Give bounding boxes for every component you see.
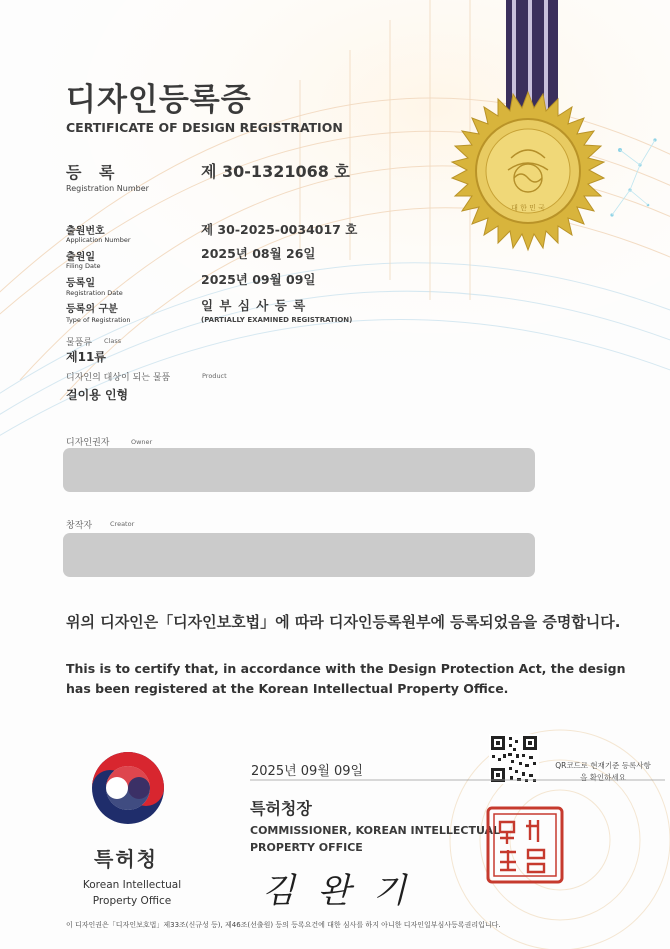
application-number-label-ko: 출원번호 xyxy=(66,226,105,237)
signature: 김 완 기 xyxy=(262,871,413,911)
title-korean: 디자인등록증 xyxy=(66,82,252,118)
issue-date: 2025년 09월 09일 xyxy=(251,764,364,779)
product-value: 걸이용 인형 xyxy=(66,388,129,402)
class-label-ko: 물품류 xyxy=(66,338,93,348)
official-red-seal xyxy=(486,806,564,884)
owner-label-ko: 디자인권자 xyxy=(66,438,110,448)
creator-label-ko: 창작자 xyxy=(66,521,93,531)
class-label-en: Class xyxy=(104,337,122,345)
qr-note: QR코드로 현재기준 등록사항을 확인하세요 xyxy=(555,761,651,782)
kipo-logo-icon xyxy=(88,748,168,828)
product-label-en: Product xyxy=(202,372,227,380)
registration-date-label-ko: 등록일 xyxy=(66,278,95,289)
registration-type-value: 일 부 심 사 등 록 xyxy=(201,298,307,313)
office-name-ko: 특허청 xyxy=(94,847,158,871)
application-number-value: 제 30-2025-0034017 호 xyxy=(201,222,358,237)
registration-type-label-ko: 등록의 구분 xyxy=(66,304,118,315)
registration-date-label-en: Registration Date xyxy=(66,289,123,297)
application-number-label-en: Application Number xyxy=(66,236,131,244)
filing-date-label-ko: 출원일 xyxy=(66,252,95,263)
certification-statement-en: This is to certify that, in accordance with the Design Protection Act, the design has been registered at the Korean Intellectual Property Office. xyxy=(66,661,626,696)
office-name-en: Korean Intellectual Property Office xyxy=(82,879,182,907)
registration-date-value: 2025년 09월 09일 xyxy=(201,272,316,287)
registration-type-label-en: Type of Registration xyxy=(66,316,131,324)
registration-number: 제 30-1321068 호 xyxy=(201,162,350,181)
registration-type-sub: (PARTIALLY EXAMINED REGISTRATION) xyxy=(201,316,353,324)
commissioner-title-en: COMMISSIONER, KOREAN INTELLECTUAL PROPERTY OFFICE xyxy=(250,824,501,854)
product-label-ko: 디자인의 대상이 되는 물품 xyxy=(66,373,171,383)
registration-label-en: Registration Number xyxy=(66,184,149,193)
footer-note: 이 디자인권은「디자인보호법」제33조(신규성 등), 제46조(선출원) 등의 등록요건에 대한 심사를 하지 아니한 디자인일부심사등록권리입니다. xyxy=(66,921,501,929)
owner-label-en: Owner xyxy=(131,438,153,446)
creator-label-en: Creator xyxy=(110,520,135,528)
title-english: CERTIFICATE OF DESIGN REGISTRATION xyxy=(66,120,343,135)
certification-statement-ko: 위의 디자인은「디자인보호법」에 따라 디자인등록원부에 등록되었음을 증명합니다. xyxy=(66,613,621,631)
registration-label-ko: 등 록 xyxy=(66,163,121,182)
filing-date-label-en: Filing Date xyxy=(66,262,101,270)
commissioner-title-ko: 특허청장 xyxy=(250,799,312,818)
class-value: 제11류 xyxy=(66,350,106,364)
gold-seal-text: 대 한 민 국 xyxy=(511,204,545,212)
filing-date-value: 2025년 08월 26일 xyxy=(201,246,316,261)
